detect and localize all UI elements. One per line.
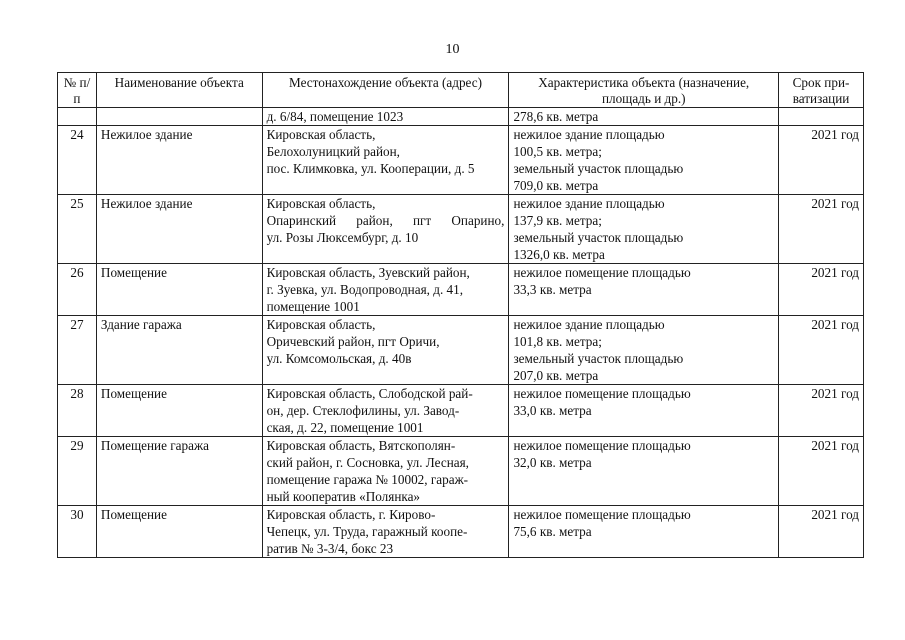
characteristic-line: нежилое здание площадью <box>513 127 665 142</box>
characteristic-line: 207,0 кв. метра <box>513 368 599 383</box>
address-line: Кировская область, <box>266 127 376 142</box>
table-header-row <box>58 73 864 108</box>
object-address <box>262 385 509 437</box>
object-address <box>262 437 509 506</box>
address-line: Кировская область, <box>266 196 376 211</box>
characteristic-line: 32,0 кв. метра <box>513 455 592 470</box>
privatization-term: 2021 год <box>779 437 864 506</box>
object-address <box>262 264 509 316</box>
address-line: Кировская область, Зуевский район, <box>266 265 470 280</box>
address-line: Кировская область, Вятскополян- <box>266 438 456 453</box>
characteristic-line: земельный участок площадью <box>513 230 684 245</box>
object-characteristic <box>509 195 779 264</box>
address-line: ский район, г. Сосновка, ул. Лесная, <box>266 455 469 470</box>
header-name: Наименование объекта <box>96 73 262 108</box>
characteristic-line: нежилое помещение площадью <box>513 265 691 280</box>
object-characteristic <box>509 437 779 506</box>
header-characteristic: Характеристика объекта (назначение, площадь и др.) <box>509 73 779 108</box>
privatization-term: 2021 год <box>779 195 864 264</box>
object-name: Нежилое здание <box>96 126 262 195</box>
object-name: Здание гаража <box>96 316 262 385</box>
characteristic-line: нежилое здание площадью <box>513 196 665 211</box>
address-line: помещение гаража № 10002, гараж- <box>266 472 469 487</box>
continuation-address: д. 6/84, помещение 1023 <box>262 108 509 126</box>
table-row <box>58 126 864 195</box>
address-line: Кировская область, Слободской рай- <box>266 386 473 401</box>
header-num: № п/п <box>58 73 97 108</box>
address-line: ный кооператив «Полянка» <box>266 489 421 504</box>
privatization-table <box>57 72 864 558</box>
characteristic-line: земельный участок площадью <box>513 161 684 176</box>
characteristic-line: нежилое помещение площадью <box>513 438 691 453</box>
characteristic-line: 101,8 кв. метра; <box>513 334 602 349</box>
continuation-characteristic: 278,6 кв. метра <box>509 108 779 126</box>
object-characteristic <box>509 385 779 437</box>
characteristic-line: 33,0 кв. метра <box>513 403 592 418</box>
characteristic-line: 137,9 кв. метра; <box>513 213 602 228</box>
address-line: помещение 1001 <box>266 299 360 314</box>
address-line: Оричевский район, пгт Оричи, <box>266 334 440 349</box>
table-row <box>58 437 864 506</box>
object-name: Помещение <box>96 264 262 316</box>
row-number: 30 <box>58 506 97 558</box>
characteristic-line: 100,5 кв. метра; <box>513 144 602 159</box>
privatization-term: 2021 год <box>779 385 864 437</box>
row-number: 26 <box>58 264 97 316</box>
row-number: 29 <box>58 437 97 506</box>
address-line: Белохолуницкий район, <box>266 144 400 159</box>
address-line: Опаринский район, пгт Опарино, <box>266 213 505 228</box>
row-number: 28 <box>58 385 97 437</box>
address-line: Кировская область, г. Кирово- <box>266 507 436 522</box>
characteristic-line: нежилое помещение площадью <box>513 386 691 401</box>
object-characteristic <box>509 506 779 558</box>
address-line: Кировская область, <box>266 317 376 332</box>
table-row <box>58 316 864 385</box>
privatization-term: 2021 год <box>779 316 864 385</box>
object-address <box>262 195 509 264</box>
address-line: г. Зуевка, ул. Водопроводная, д. 41, <box>266 282 464 297</box>
table-row <box>58 264 864 316</box>
address-line: Чепецк, ул. Труда, гаражный коопе- <box>266 524 468 539</box>
address-line: ратив № 3-3/4, бокс 23 <box>266 541 394 556</box>
characteristic-line: 33,3 кв. метра <box>513 282 592 297</box>
page-number: 10 <box>445 42 460 57</box>
privatization-term: 2021 год <box>779 264 864 316</box>
address-line: ул. Розы Люксембург, д. 10 <box>266 230 419 245</box>
object-characteristic <box>509 264 779 316</box>
object-name: Помещение <box>96 506 262 558</box>
table-row <box>58 506 864 558</box>
row-number: 24 <box>58 126 97 195</box>
address-line: ская, д. 22, помещение 1001 <box>266 420 424 435</box>
address-line: он, дер. Стеклофилины, ул. Завод- <box>266 403 460 418</box>
characteristic-line: 75,6 кв. метра <box>513 524 592 539</box>
privatization-term: 2021 год <box>779 126 864 195</box>
object-characteristic <box>509 316 779 385</box>
table-row <box>58 195 864 264</box>
object-name: Нежилое здание <box>96 195 262 264</box>
characteristic-line: 1326,0 кв. метра <box>513 247 605 262</box>
address-line: ул. Комсомольская, д. 40в <box>266 351 412 366</box>
row-number: 27 <box>58 316 97 385</box>
characteristic-line: нежилое помещение площадью <box>513 507 691 522</box>
header-address: Местонахождение объекта (адрес) <box>262 73 509 108</box>
object-characteristic <box>509 126 779 195</box>
characteristic-line: нежилое здание площадью <box>513 317 665 332</box>
characteristic-line: земельный участок площадью <box>513 351 684 366</box>
object-address <box>262 126 509 195</box>
continuation-row <box>58 108 864 126</box>
address-line: пос. Климковка, ул. Кооперации, д. 5 <box>266 161 475 176</box>
row-number: 25 <box>58 195 97 264</box>
privatization-term: 2021 год <box>779 506 864 558</box>
object-name: Помещение <box>96 385 262 437</box>
characteristic-line: 709,0 кв. метра <box>513 178 599 193</box>
object-address <box>262 316 509 385</box>
object-name: Помещение гаража <box>96 437 262 506</box>
table-row <box>58 385 864 437</box>
header-term: Срок при- ватизации <box>779 73 864 108</box>
object-address <box>262 506 509 558</box>
